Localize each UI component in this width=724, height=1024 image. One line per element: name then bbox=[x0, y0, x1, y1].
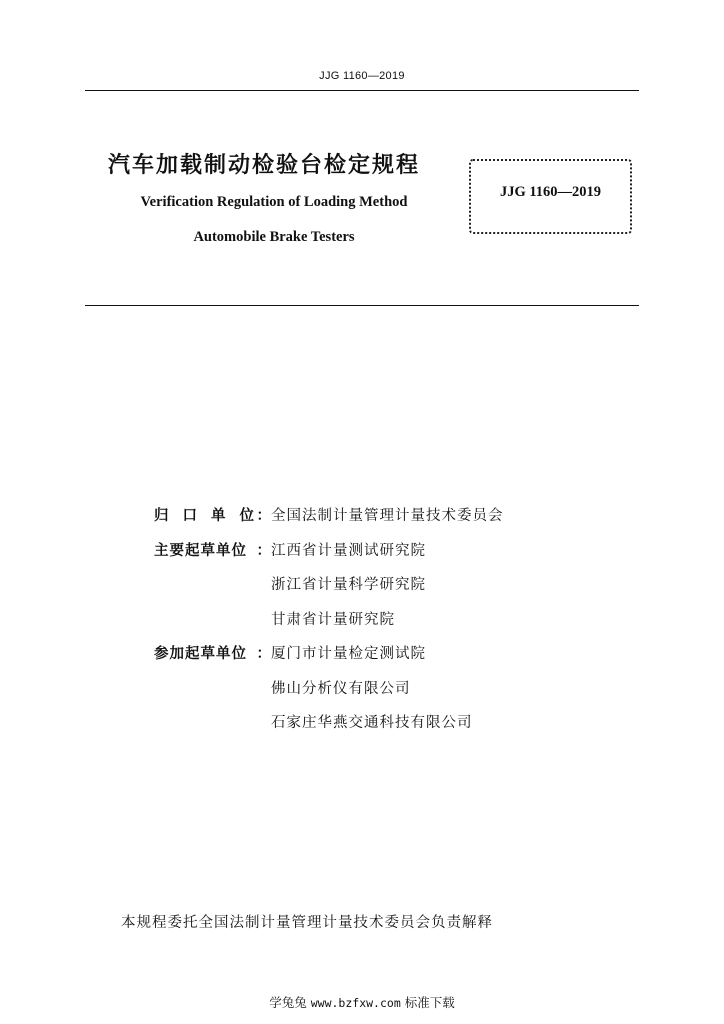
bottom-divider bbox=[85, 305, 639, 306]
watermark-suffix: 标准下载 bbox=[404, 995, 455, 1010]
label-char: 归 bbox=[154, 508, 169, 524]
centralized-unit-label bbox=[154, 499, 271, 534]
main-drafting-row bbox=[154, 603, 504, 638]
label-colon: ： bbox=[256, 542, 271, 559]
watermark-prefix: 学兔兔 bbox=[269, 995, 307, 1010]
main-drafting-label-text: 主要起草单位 bbox=[154, 542, 247, 559]
label-char: 口 bbox=[182, 508, 197, 524]
main-drafting-row bbox=[154, 568, 504, 603]
participating-label bbox=[154, 637, 271, 672]
participating-unit-3: 石家庄华燕交通科技有限公司 bbox=[271, 715, 473, 731]
document-title-chinese: 汽车加载制动检验台检定规程 bbox=[108, 153, 421, 178]
label-char: 位 bbox=[239, 508, 254, 524]
watermark bbox=[0, 993, 724, 1011]
drafting-units-section bbox=[154, 499, 504, 741]
main-drafting-unit-3: 甘肃省计量研究院 bbox=[271, 611, 395, 628]
document-title-english-line1: Verification Regulation of Loading Method bbox=[140, 194, 408, 210]
participating-row bbox=[154, 706, 504, 741]
label-colon: ： bbox=[256, 508, 271, 524]
header-standard-code: JJG 1160—2019 bbox=[319, 70, 405, 82]
participating-row bbox=[154, 637, 504, 672]
label-char: 单 bbox=[211, 508, 226, 524]
main-drafting-label bbox=[154, 534, 271, 569]
centralized-unit-value: 全国法制计量管理计量技术委员会 bbox=[271, 508, 504, 524]
main-drafting-unit-1: 江西省计量测试研究院 bbox=[271, 542, 426, 559]
standard-code-box bbox=[469, 159, 632, 234]
watermark-site-link[interactable]: www.bzfxw.com bbox=[310, 996, 401, 1010]
document-title-english-line2: Automobile Brake Testers bbox=[193, 229, 355, 245]
top-divider bbox=[85, 90, 639, 91]
main-drafting-unit-2: 浙江省计量科学研究院 bbox=[271, 577, 426, 593]
centralized-unit-row bbox=[154, 499, 504, 534]
interpretation-note: 本规程委托全国法制计量管理计量技术委员会负责解释 bbox=[121, 915, 493, 931]
participating-unit-1: 厦门市计量检定测试院 bbox=[271, 646, 426, 662]
label-colon: ： bbox=[256, 646, 271, 662]
main-drafting-row bbox=[154, 534, 504, 569]
participating-unit-2: 佛山分析仪有限公司 bbox=[271, 680, 411, 697]
participating-row bbox=[154, 672, 504, 707]
standard-code-box-text: JJG 1160—2019 bbox=[499, 184, 602, 200]
participating-label-text: 参加起草单位 bbox=[154, 646, 247, 662]
